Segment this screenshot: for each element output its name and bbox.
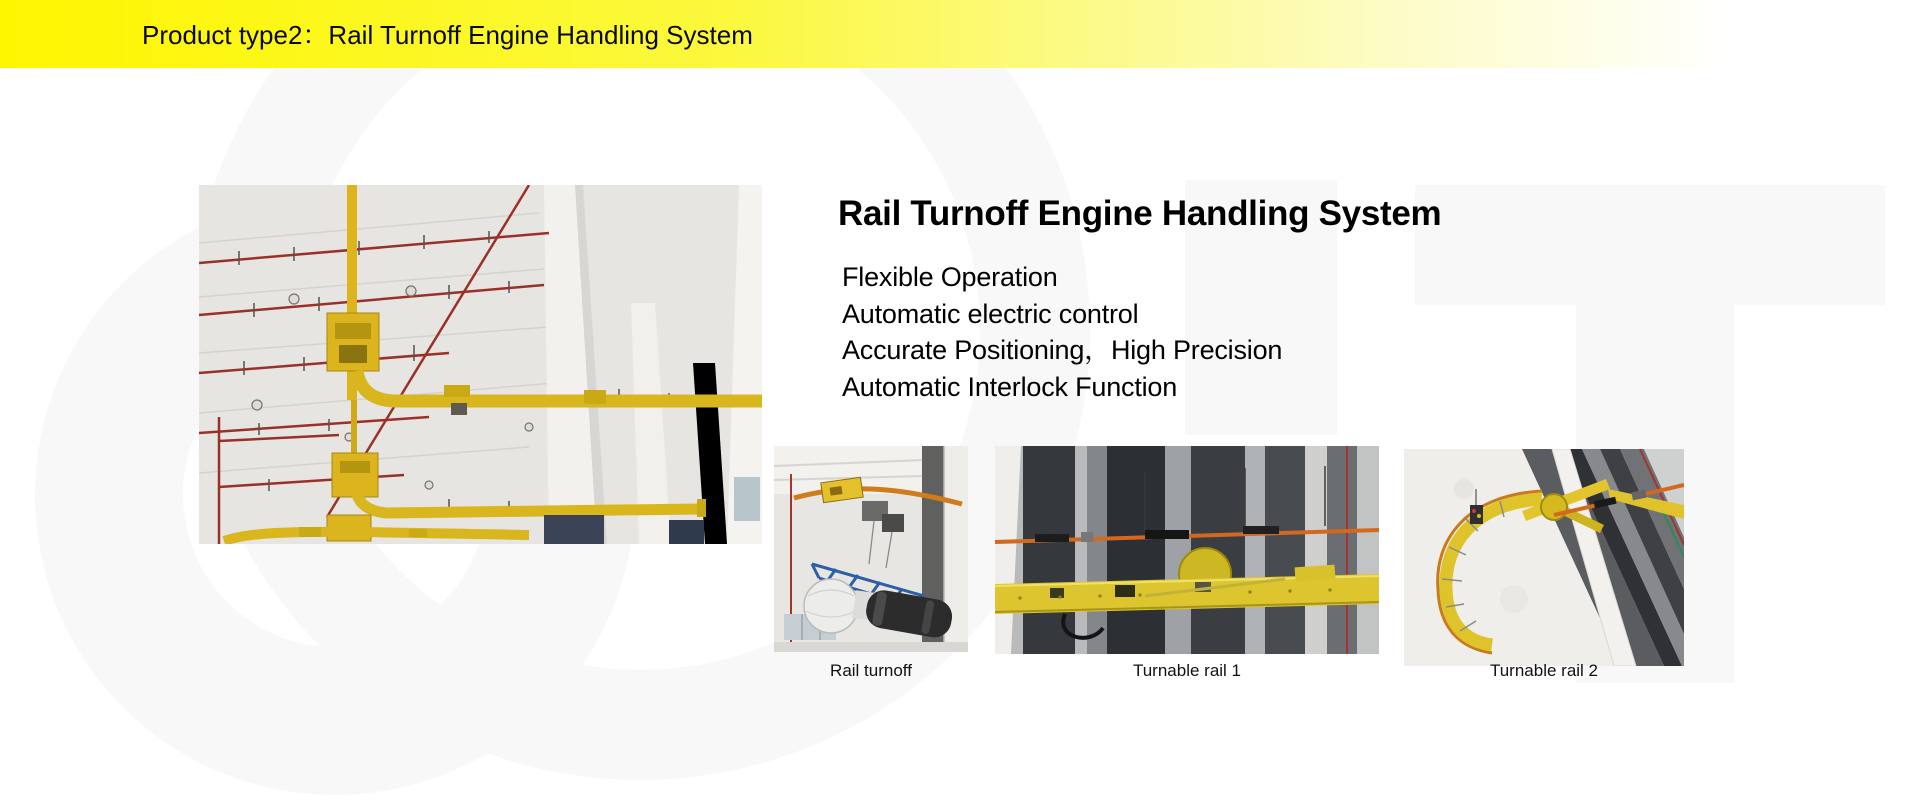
thumbnail-rail-turnoff bbox=[774, 446, 968, 652]
feature-list bbox=[842, 259, 1282, 405]
thumbnail-turnable-rail-2-image bbox=[1404, 449, 1684, 666]
caption-rail-turnoff: Rail turnoff bbox=[830, 661, 912, 680]
feature-item: Automatic electric control bbox=[842, 298, 1139, 329]
page-title: Rail Turnoff Engine Handling System bbox=[838, 194, 1442, 233]
thumbnail-turnable-rail-1 bbox=[995, 446, 1379, 654]
feature-item: Automatic Interlock Function bbox=[842, 371, 1178, 402]
caption-turnable-rail-2: Turnable rail 2 bbox=[1489, 661, 1599, 680]
thumbnail-rail-turnoff-image bbox=[774, 446, 968, 652]
thumbnail-turnable-rail-2 bbox=[1404, 449, 1684, 666]
feature-item: Flexible Operation bbox=[842, 262, 1058, 292]
main-photo-image bbox=[199, 185, 762, 544]
main-photo bbox=[199, 185, 762, 544]
thumbnail-turnable-rail-1-image bbox=[995, 446, 1379, 654]
header-title: Product type2：Rail Turnoff Engine Handling System bbox=[142, 20, 753, 50]
header-bar bbox=[0, 0, 1920, 68]
caption-turnable-rail-1: Turnable rail 1 bbox=[1132, 661, 1242, 680]
feature-item: Accurate Positioning，High Precision bbox=[842, 335, 1283, 365]
